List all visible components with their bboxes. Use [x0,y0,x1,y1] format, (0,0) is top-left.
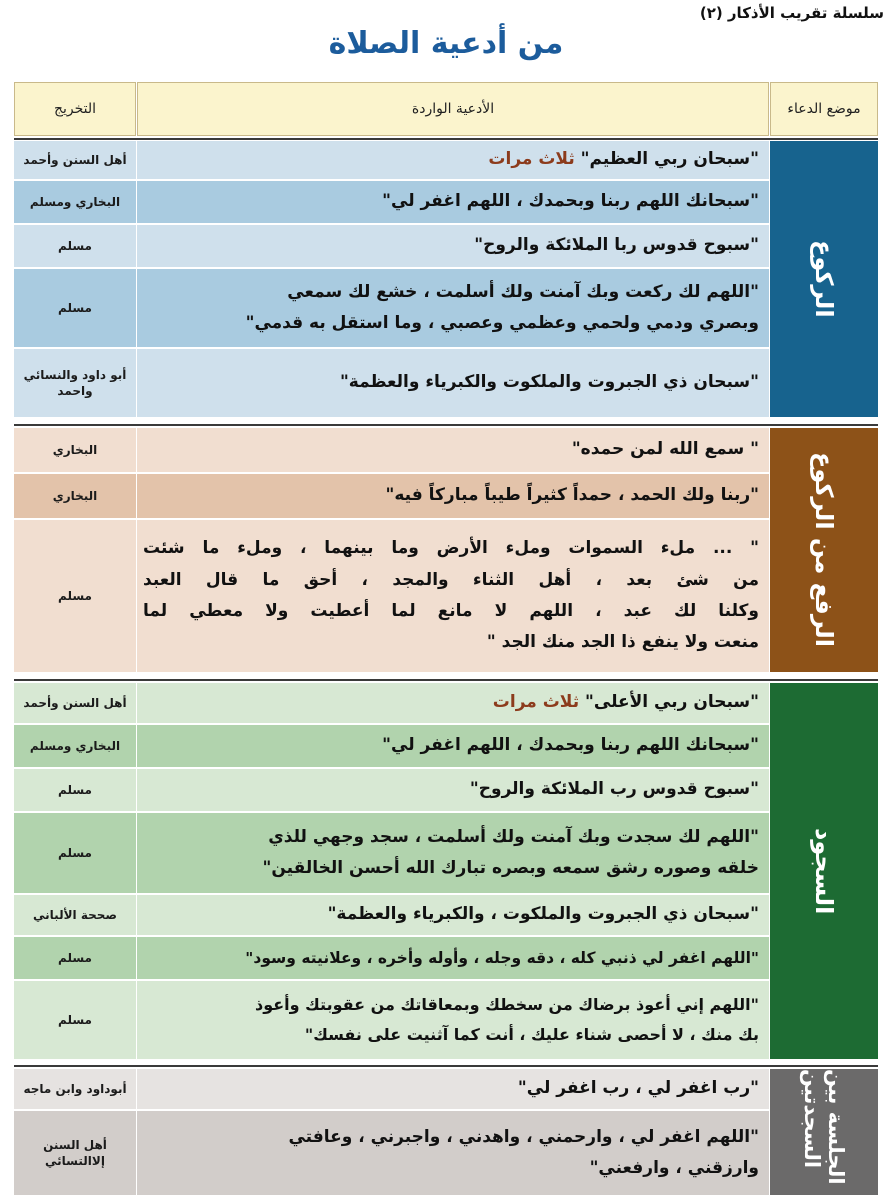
source-cell: مسلم [14,769,136,811]
dua-cell [137,1069,769,1109]
dua-cell [137,474,769,518]
dua-text-line: وارزقني ، وارفعني" [589,1158,759,1178]
dua-cell [137,981,769,1059]
dua-text-line: وبصري ودمي ولحمي وعظمي وعصبي ، وما استقل به قدمي" [245,313,759,333]
section-divider [14,1065,878,1067]
dua-text: "اللهم اغفر لي ذنبي كله ، دقه وجله ، وأوله وأخره ، وعلانيته وسود" [245,948,759,967]
dua-text: "رب اغفر لي ، رب اغفر لي" [517,1078,759,1099]
dua-text-line: "اللهم لك ركعت وبك آمنت ولك أسلمت ، خشع لك سمعي [287,281,759,302]
source-cell: أبوداود وابن ماجه [14,1069,136,1109]
dua-text-line: "اللهم إني أعوذ برضاك من سخطك وبمعاقاتك من عقوبتك وأعوذ [254,995,759,1015]
repeat-note: ثلاث مرات [488,149,575,170]
dua-cell [137,428,769,472]
dua-text: "سبحان ذي الجبروت والملكوت ، والكبرياء والعظمة" [327,904,759,925]
source-cell: أهل السنن وأحمد [14,141,136,179]
source-cell: مسلم [14,813,136,893]
repeat-note: ثلاث مرات [492,692,580,713]
source-cell: مسلم [14,225,136,267]
side-label-text: الجلسة بين السجدتين [800,1069,849,1185]
dua-cell [137,769,769,811]
source-cell: مسلم [14,520,136,672]
side-label-ruku [770,141,878,417]
dua-text: " سمع الله لمن حمده" [571,439,759,460]
source-cell: أهل السنن وأحمد [14,683,136,723]
side-label-text: السجود [810,827,838,915]
section-divider [14,679,878,681]
dua-text-line: " ... ملء السموات وملء الأرض وما بينهما ، وملء ما شئت [143,538,759,559]
source-cell: البخاري [14,428,136,472]
source-cell: صححة الألباني [14,895,136,935]
source-cell: مسلم [14,937,136,979]
dua-text: "سبوح قدوس رب الملائكة والروح" [469,779,759,800]
dua-text: "سبحان ذي الجبروت والملكوت والكبرياء والعظمة" [339,372,759,393]
dua-text-line: وكلنا لك عبد ، اللهم لا مانع لما أعطيت ولا معطي لما [143,601,759,621]
source-cell: البخاري ومسلم [14,725,136,767]
dua-cell [137,349,769,417]
section-divider [14,138,878,140]
dua-text: "ربنا ولك الحمد ، حمداً كثيراً طيباً مباركاً فيه" [385,485,759,506]
source-cell: مسلم [14,269,136,347]
col-header-adiya: الأدعية الواردة [137,82,769,136]
dua-text-line: خلقه وصوره رشق سمعه وبصره تبارك الله أحسن الخالقين" [262,858,759,878]
dua-cell [137,225,769,267]
dua-text-line: بك منك ، لا أحصى شناء عليك ، أنت كما آثنيت على نفسك" [304,1025,759,1044]
dua-text: "سبحانك اللهم ربنا وبحمدك ، اللهم اغفر لي" [382,191,759,212]
dua-text: "سبحان ربي الأعلى" [585,692,759,713]
dua-text-line: "اللهم اغفر لي ، وارحمني ، واهدني ، واجبرني ، وعافتي [288,1126,759,1147]
col-header-mawdi: موضع الدعاء [770,82,878,136]
dua-text: "سبحان ربي العظيم" [580,149,759,170]
source-cell: أهل السنن إلاالتسائي [14,1111,136,1195]
col-header-takhrij: التخريج [14,82,136,136]
side-label-jalsa [770,1069,878,1195]
side-label-text: الركوع [810,240,838,318]
dua-text: "سبوح قدوس ربا الملائكة والروح" [474,235,759,256]
dua-cell [137,937,769,979]
dua-cell [137,725,769,767]
dua-cell [137,813,769,893]
side-label-text: الرفع من الركوع [810,452,838,648]
dua-cell [137,141,769,179]
series-title: سلسلة تقريب الأذكار (٢) [699,4,884,22]
side-label-raf [770,428,878,672]
dua-cell [137,1111,769,1195]
side-label-sujud [770,683,878,1059]
dua-text-line: "اللهم لك سجدت وبك آمنت ولك أسلمت ، سجد وجهي للذي [268,826,759,847]
page-title: من أدعية الصلاة [328,26,564,61]
source-cell: أبو داود والنسائي واحمد [14,349,136,417]
source-cell: البخاري [14,474,136,518]
dua-text-line: من شئ بعد ، أهل الثناء والمجد ، أحق ما قال العبد [143,569,759,590]
section-divider [14,424,878,426]
source-cell: مسلم [14,981,136,1059]
dua-cell [137,181,769,223]
dua-text: "سبحانك اللهم ربنا وبحمدك ، اللهم اغفر لي" [382,735,759,756]
dua-cell [137,683,769,723]
dua-cell [137,520,769,672]
dua-cell [137,895,769,935]
source-cell: البخاري ومسلم [14,181,136,223]
dua-cell [137,269,769,347]
dua-text-line: منعت ولا ينفع ذا الجد منك الجد " [486,632,759,653]
